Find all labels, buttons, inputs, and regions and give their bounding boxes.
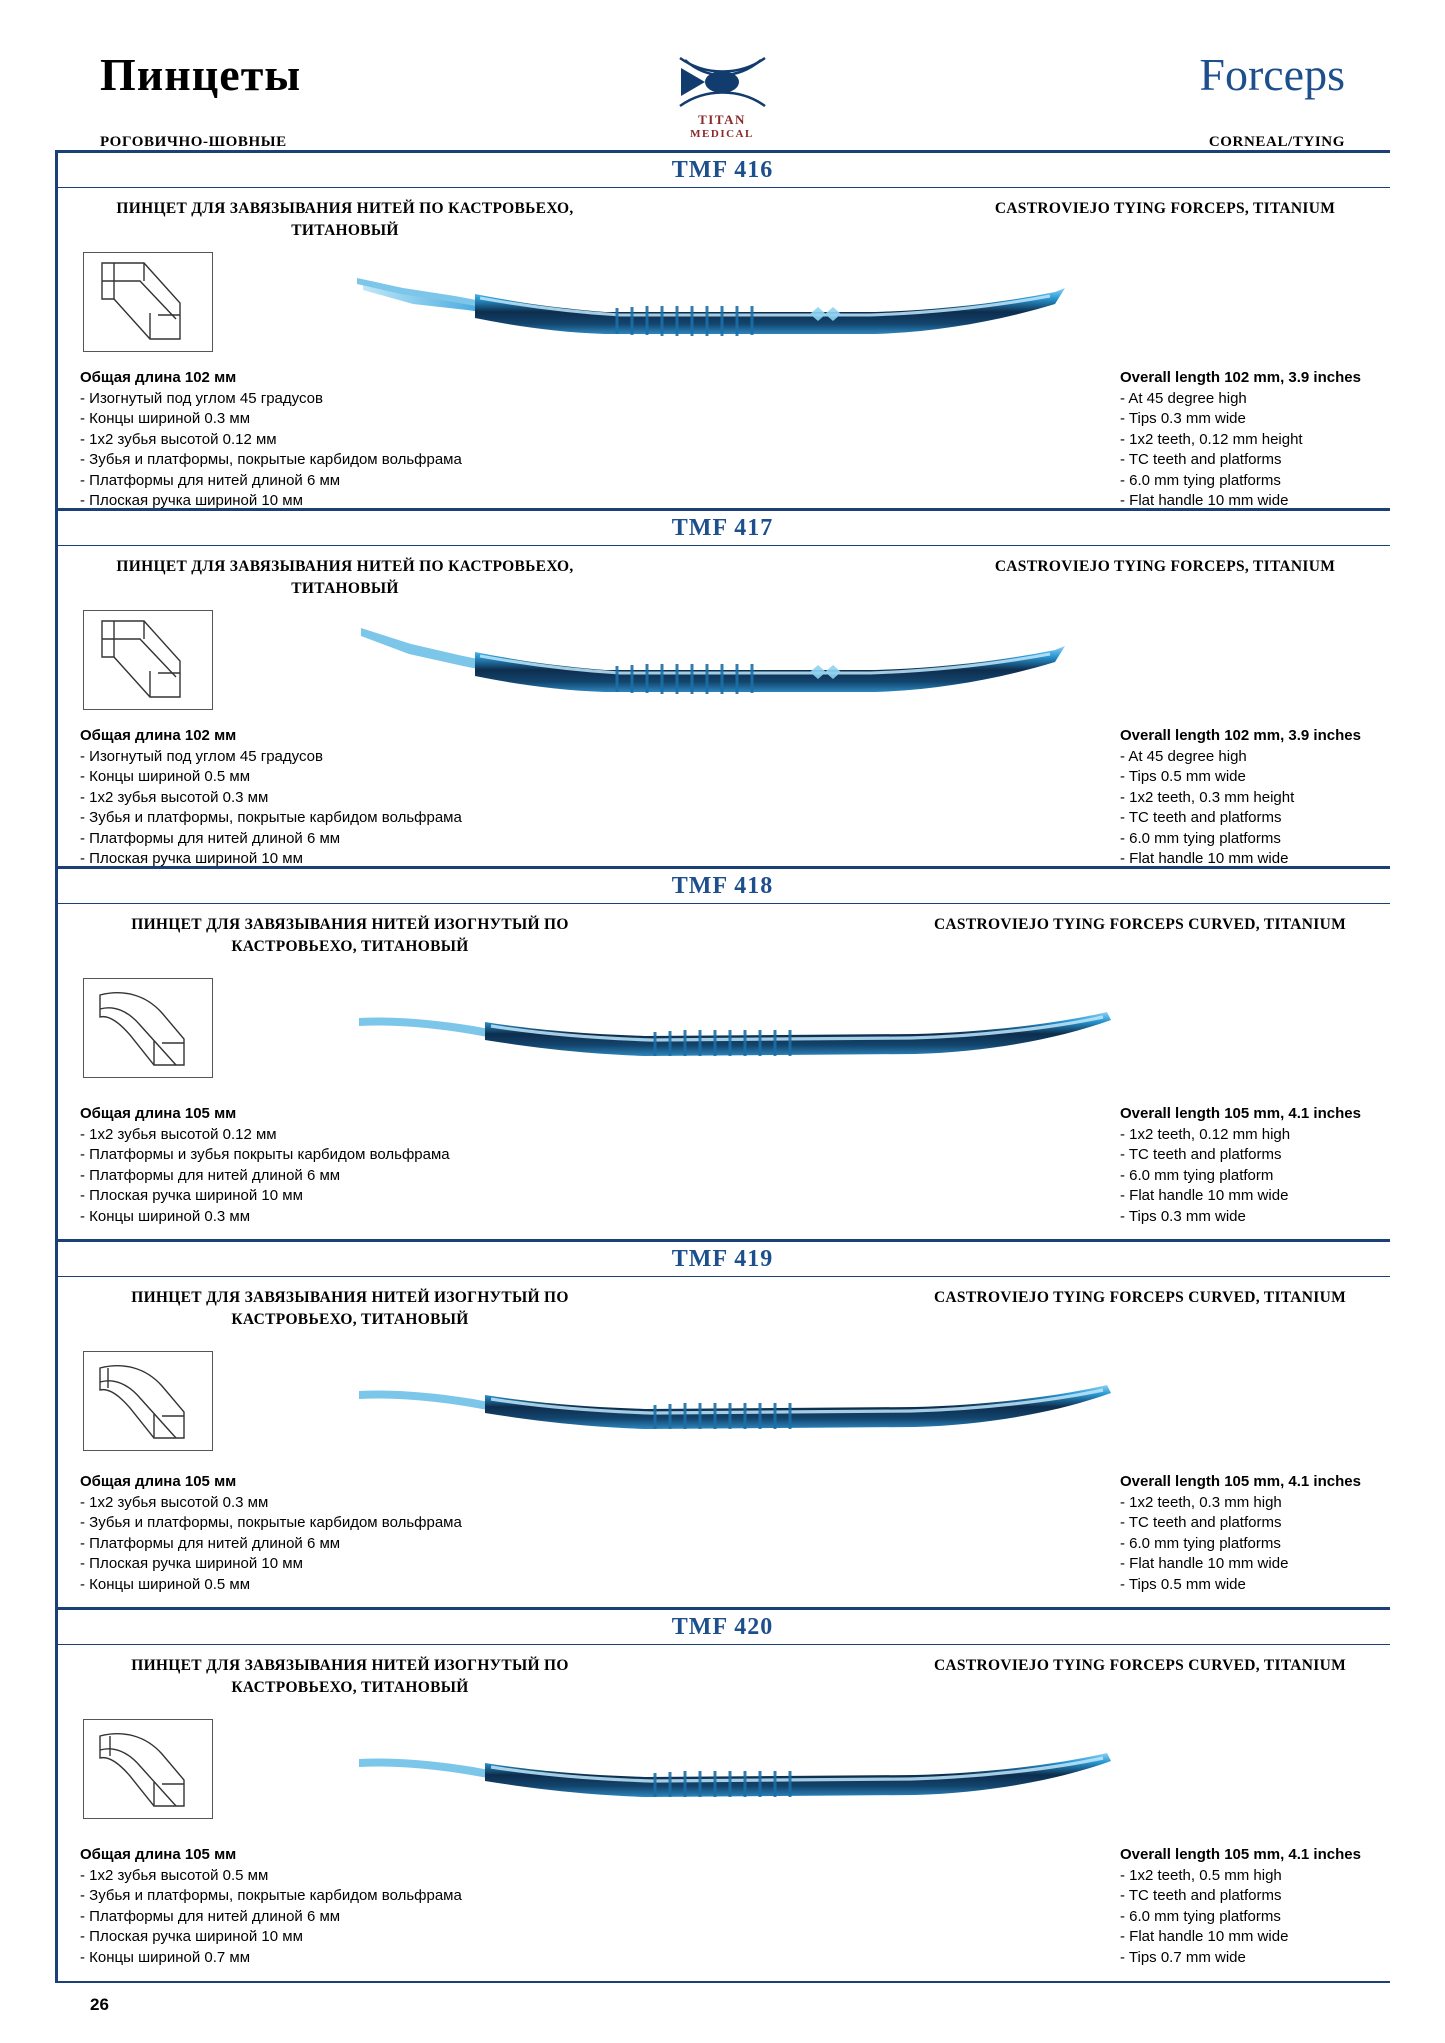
specs-en-line: - 1x2 teeth, 0.5 mm high bbox=[1120, 1866, 1282, 1884]
specs-en-line: - 6.0 mm tying platforms bbox=[1120, 1534, 1281, 1552]
page-title-ru: Пинцеты bbox=[100, 49, 302, 100]
specs-en-line: - Tips 0.5 mm wide bbox=[1120, 768, 1246, 785]
specs-ru-line: - 1х2 зубья высотой 0.3 мм bbox=[80, 1493, 269, 1511]
product-diagram-3 bbox=[83, 1351, 213, 1451]
specs-ru-line: - Концы шириной 0.7 мм bbox=[80, 1948, 251, 1966]
product-code-0: TMF 416 bbox=[671, 156, 774, 183]
specs-ru-line: - Платформы для нитей длиной 6 мм bbox=[80, 1534, 341, 1552]
specs-en-line: - 6.0 mm tying platforms bbox=[1120, 471, 1281, 489]
product-diagram-0 bbox=[83, 252, 213, 352]
specs-ru-line: - Зубья и платформы, покрытые карбидом вольфрама bbox=[80, 1887, 462, 1904]
specs-ru-line: - 1х2 зубья высотой 0.3 мм bbox=[80, 788, 269, 806]
specs-ru-line: - Концы шириной 0.3 мм bbox=[80, 1207, 251, 1225]
specs-en-line: - 1x2 teeth, 0.12 mm height bbox=[1120, 430, 1303, 448]
specs-en-head-1: Overall length 102 mm, 3.9 inches bbox=[1120, 727, 1361, 744]
product-name-en-4: CASTROVIEJO TYING FORCEPS CURVED, TITANIUM bbox=[933, 1657, 1347, 1674]
specs-en-line: - At 45 degree high bbox=[1120, 389, 1247, 407]
specs-en-line: - TC teeth and platforms bbox=[1120, 1887, 1282, 1904]
product-specs-ru-4 bbox=[80, 1845, 462, 1968]
specs-ru-line: - Платформы для нитей длиной 6 мм bbox=[80, 1907, 341, 1925]
specs-ru-head-4: Общая длина 105 мм bbox=[80, 1846, 237, 1863]
specs-en-line: - Flat handle 10 mm wide bbox=[1120, 1187, 1289, 1204]
specs-ru-line: - Изогнутый под углом 45 градусов bbox=[80, 747, 323, 765]
specs-ru-line: - Концы шириной 0.5 мм bbox=[80, 1575, 251, 1593]
product-block-2 bbox=[55, 904, 1390, 1239]
specs-en-line: - TC teeth and platforms bbox=[1120, 809, 1282, 826]
specs-ru-line: - Зубья и платформы, покрытые карбидом вольфрама bbox=[80, 809, 462, 826]
product-name-ru-3: ПИНЦЕТ ДЛЯ ЗАВЯЗЫВАНИЯ НИТЕЙ ИЗОГНУТЫЙ ПО КАСТРОВЬЕХО, ТИТАНОВЫЙ bbox=[131, 1289, 569, 1328]
product-specs-ru-1 bbox=[80, 726, 462, 870]
product-name-ru-2: ПИНЦЕТ ДЛЯ ЗАВЯЗЫВАНИЯ НИТЕЙ ИЗОГНУТЫЙ ПО КАСТРОВЬЕХО, ТИТАНОВЫЙ bbox=[131, 916, 569, 955]
specs-ru-line: - Зубья и платформы, покрытые карбидом вольфрама bbox=[80, 451, 462, 468]
product-photo-4 bbox=[355, 1711, 1115, 1831]
titan-medical-logo bbox=[645, 40, 800, 145]
specs-ru-head-1: Общая длина 102 мм bbox=[80, 727, 237, 744]
specs-en-line: - 1x2 teeth, 0.3 mm high bbox=[1120, 1493, 1282, 1511]
specs-en-line: - 6.0 mm tying platforms bbox=[1120, 829, 1281, 847]
product-specs-ru-2 bbox=[80, 1104, 450, 1227]
product-block-1 bbox=[55, 546, 1390, 866]
product-name-en-3: CASTROVIEJO TYING FORCEPS CURVED, TITANIUM bbox=[933, 1289, 1347, 1306]
footer-rule bbox=[55, 1981, 1390, 1983]
specs-ru-head-3: Общая длина 105 мм bbox=[80, 1473, 237, 1490]
specs-en-line: - Tips 0.5 mm wide bbox=[1120, 1575, 1246, 1593]
logo-text-titan: TITAN bbox=[698, 112, 746, 127]
specs-en-head-0: Overall length 102 mm, 3.9 inches bbox=[1120, 369, 1361, 386]
product-code-3: TMF 419 bbox=[671, 1245, 774, 1272]
specs-ru-line: - Концы шириной 0.5 мм bbox=[80, 768, 251, 785]
product-code-2: TMF 418 bbox=[671, 872, 774, 899]
specs-en-line: - Flat handle 10 mm wide bbox=[1120, 850, 1289, 867]
specs-ru-line: - Платформы для нитей длиной 6 мм bbox=[80, 829, 341, 847]
product-block-4 bbox=[55, 1645, 1390, 1980]
product-name-en-0: CASTROVIEJO TYING FORCEPS, TITANIUM bbox=[994, 200, 1336, 217]
specs-en-line: - TC teeth and platforms bbox=[1120, 1514, 1282, 1531]
logo-text-medical: MEDICAL bbox=[690, 128, 754, 140]
product-photo-2 bbox=[355, 970, 1115, 1090]
product-diagram-1 bbox=[83, 610, 213, 710]
specs-ru-line: - Платформы и зубья покрыты карбидом вольфрама bbox=[80, 1146, 450, 1163]
product-specs-en-1 bbox=[1120, 726, 1361, 870]
specs-ru-line: - Платформы для нитей длиной 6 мм bbox=[80, 471, 341, 489]
specs-ru-head-0: Общая длина 102 мм bbox=[80, 369, 237, 386]
page-header bbox=[0, 0, 1445, 150]
product-name-ru-4: ПИНЦЕТ ДЛЯ ЗАВЯЗЫВАНИЯ НИТЕЙ ИЗОГНУТЫЙ ПО КАСТРОВЬЕХО, ТИТАНОВЫЙ bbox=[131, 1657, 569, 1696]
specs-ru-head-2: Общая длина 105 мм bbox=[80, 1105, 237, 1122]
product-block-3 bbox=[55, 1277, 1390, 1607]
specs-ru-line: - Плоская ручка шириной 10 мм bbox=[80, 1928, 303, 1945]
page-title-en: Forceps bbox=[1199, 49, 1345, 100]
product-photo-0 bbox=[355, 248, 1075, 363]
specs-en-line: - 1x2 teeth, 0.12 mm high bbox=[1120, 1125, 1291, 1143]
product-specs-en-0 bbox=[1120, 368, 1361, 512]
specs-ru-line: - Изогнутый под углом 45 градусов bbox=[80, 389, 323, 407]
specs-en-line: - Flat handle 10 mm wide bbox=[1120, 492, 1289, 509]
product-band-3 bbox=[55, 1239, 1390, 1277]
product-specs-en-3 bbox=[1120, 1472, 1361, 1595]
product-band-0 bbox=[55, 150, 1390, 188]
specs-en-line: - At 45 degree high bbox=[1120, 747, 1247, 765]
specs-en-line: - TC teeth and platforms bbox=[1120, 451, 1282, 468]
product-name-en-2: CASTROVIEJO TYING FORCEPS CURVED, TITANIUM bbox=[933, 916, 1347, 933]
specs-en-head-4: Overall length 105 mm, 4.1 inches bbox=[1120, 1846, 1361, 1863]
product-name-ru-1: ПИНЦЕТ ДЛЯ ЗАВЯЗЫВАНИЯ НИТЕЙ ПО КАСТРОВЬЕХО, ТИТАНОВЫЙ bbox=[116, 558, 574, 597]
product-band-4 bbox=[55, 1607, 1390, 1645]
specs-en-line: - Flat handle 10 mm wide bbox=[1120, 1928, 1289, 1945]
page-subtitle-en: CORNEAL/TYING bbox=[1208, 134, 1345, 150]
page-subtitle-ru: РОГОВИЧНО-ШОВНЫЕ bbox=[100, 134, 287, 150]
specs-ru-line: - 1х2 зубья высотой 0.5 мм bbox=[80, 1866, 269, 1884]
product-specs-ru-3 bbox=[80, 1472, 462, 1595]
product-photo-3 bbox=[355, 1343, 1115, 1463]
specs-en-line: - Tips 0.7 mm wide bbox=[1120, 1948, 1246, 1966]
product-name-ru-0: ПИНЦЕТ ДЛЯ ЗАВЯЗЫВАНИЯ НИТЕЙ ПО КАСТРОВЬЕХО, ТИТАНОВЫЙ bbox=[116, 200, 574, 239]
product-diagram-4 bbox=[83, 1719, 213, 1819]
specs-en-line: - 6.0 mm tying platform bbox=[1120, 1166, 1274, 1184]
specs-en-head-3: Overall length 105 mm, 4.1 inches bbox=[1120, 1473, 1361, 1490]
product-band-2 bbox=[55, 866, 1390, 904]
specs-en-line: - TC teeth and platforms bbox=[1120, 1146, 1282, 1163]
specs-en-line: - 6.0 mm tying platforms bbox=[1120, 1907, 1281, 1925]
specs-en-line: - 1x2 teeth, 0.3 mm height bbox=[1120, 788, 1295, 806]
specs-en-head-2: Overall length 105 mm, 4.1 inches bbox=[1120, 1105, 1361, 1122]
product-photo-1 bbox=[355, 606, 1075, 721]
specs-ru-line: - Платформы для нитей длиной 6 мм bbox=[80, 1166, 341, 1184]
product-block-0 bbox=[55, 188, 1390, 508]
specs-ru-line: - 1х2 зубья высотой 0.12 мм bbox=[80, 430, 277, 448]
specs-en-line: - Tips 0.3 mm wide bbox=[1120, 1207, 1246, 1225]
product-specs-en-4 bbox=[1120, 1845, 1361, 1968]
specs-ru-line: - 1х2 зубья высотой 0.12 мм bbox=[80, 1125, 277, 1143]
specs-ru-line: - Плоская ручка шириной 10 мм bbox=[80, 850, 303, 867]
product-name-en-1: CASTROVIEJO TYING FORCEPS, TITANIUM bbox=[994, 558, 1336, 575]
page-number: 26 bbox=[90, 1995, 109, 2014]
specs-en-line: - Flat handle 10 mm wide bbox=[1120, 1555, 1289, 1572]
product-code-1: TMF 417 bbox=[671, 514, 774, 541]
page-footer bbox=[0, 1973, 1445, 2043]
specs-ru-line: - Плоская ручка шириной 10 мм bbox=[80, 492, 303, 509]
product-specs-ru-0 bbox=[80, 368, 462, 512]
product-specs-en-2 bbox=[1120, 1104, 1361, 1227]
specs-ru-line: - Плоская ручка шириной 10 мм bbox=[80, 1187, 303, 1204]
specs-ru-line: - Концы шириной 0.3 мм bbox=[80, 410, 251, 427]
product-code-4: TMF 420 bbox=[671, 1613, 774, 1640]
specs-ru-line: - Плоская ручка шириной 10 мм bbox=[80, 1555, 303, 1572]
product-diagram-2 bbox=[83, 978, 213, 1078]
specs-en-line: - Tips 0.3 mm wide bbox=[1120, 410, 1246, 427]
specs-ru-line: - Зубья и платформы, покрытые карбидом вольфрама bbox=[80, 1514, 462, 1531]
product-band-1 bbox=[55, 508, 1390, 546]
